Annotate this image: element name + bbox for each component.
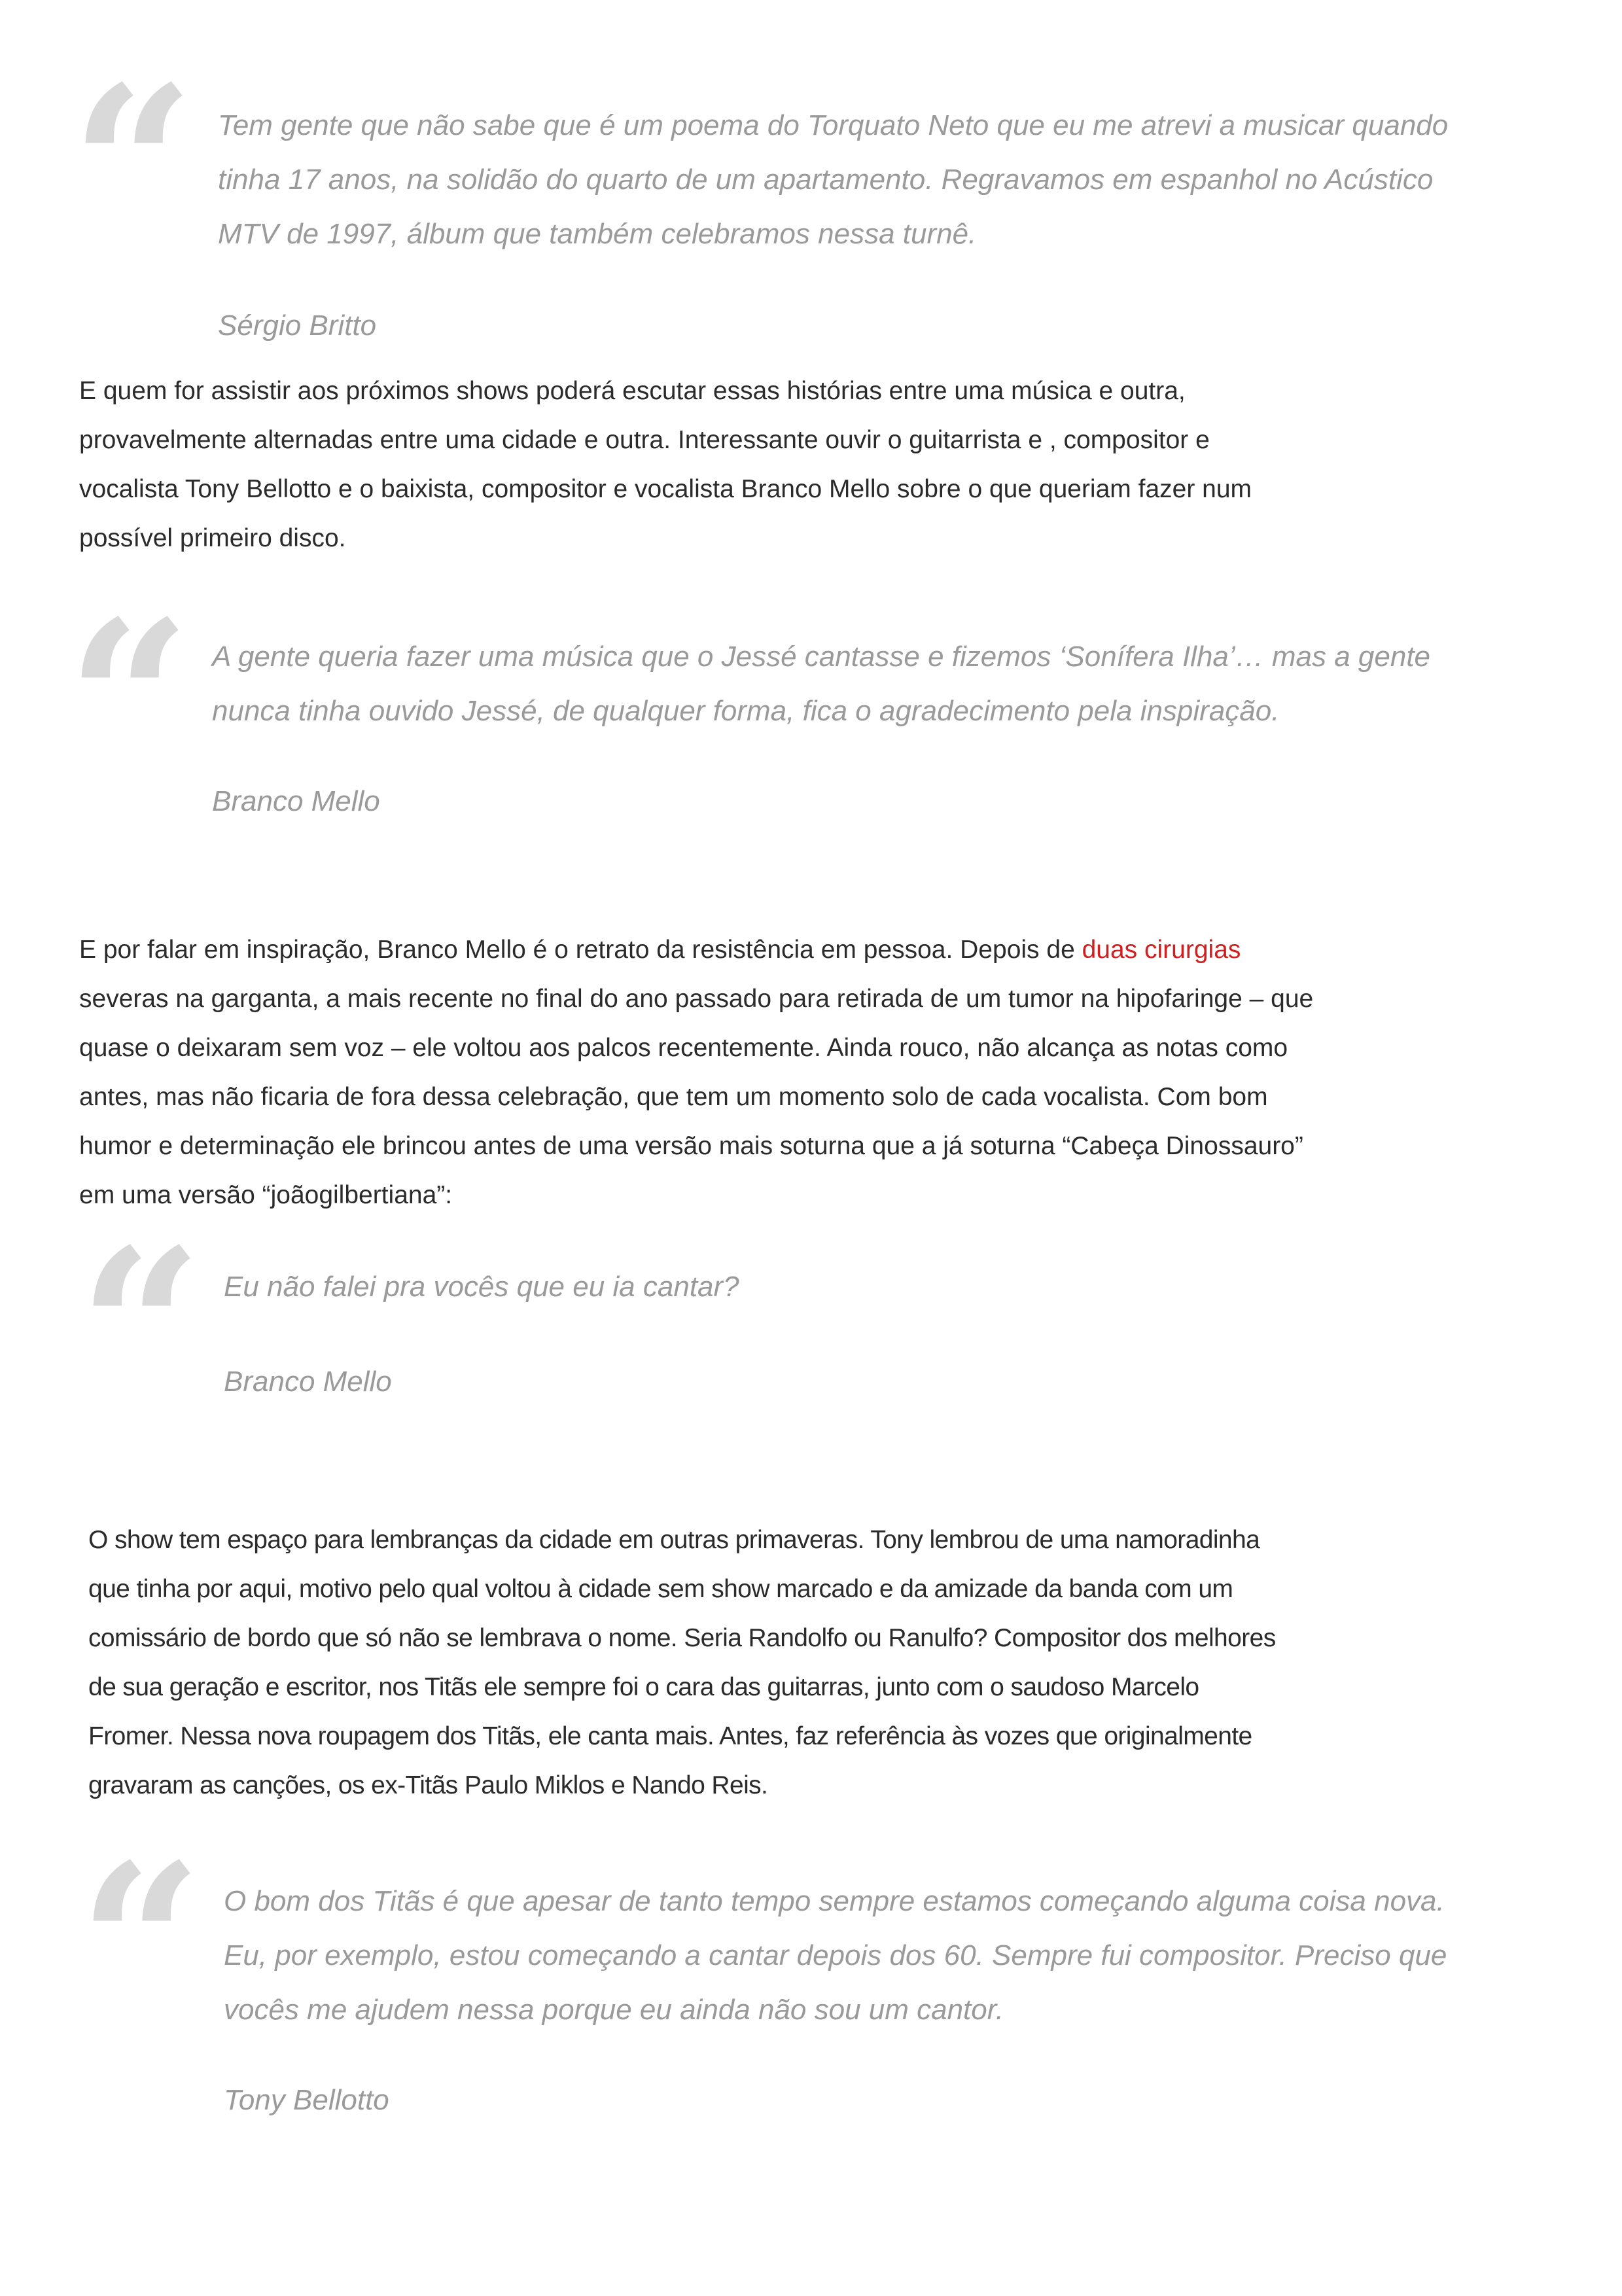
paragraph-line: antes, mas não ficaria de fora dessa celebração, que tem um momento solo de cada vocalista. Com bom (79, 1083, 1268, 1111)
quote-text (218, 98, 1448, 261)
quote-line: nunca tinha ouvido Jessé, de qualquer forma, fica o agradecimento pela inspiração. (212, 695, 1280, 727)
paragraph-line: provavelmente alternadas entre uma cidade e outra. Interessante ouvir o guitarrista e , compositor e (79, 426, 1210, 454)
body-paragraph-1 (79, 366, 1252, 563)
paragraph-line: vocalista Tony Bellotto e o baixista, compositor e vocalista Branco Mello sobre o que queriam fazer num (79, 475, 1252, 503)
paragraph-line: E quem for assistir aos próximos shows poderá escutar essas histórias entre uma música e outra, (79, 377, 1186, 405)
quote-line: O bom dos Titãs é que apesar de tanto tempo sempre estamos começando alguma coisa nova. (224, 1885, 1445, 1917)
quote-text (224, 1874, 1447, 2037)
quote-mark-icon: “ (71, 39, 195, 292)
quote-text (224, 1260, 739, 1314)
quote-line: Eu não falei pra vocês que eu ia cantar? (224, 1271, 739, 1303)
paragraph-line: que tinha por aqui, motivo pelo qual voltou à cidade sem show marcado e da amizade da banda com um (88, 1575, 1233, 1603)
quote-author: Branco Mello (212, 785, 380, 817)
paragraph-line: de sua geração e escritor, nos Titãs ele sempre foi o cara das guitarras, junto com o saudoso Marcelo (88, 1673, 1199, 1701)
quote-mark-icon: “ (67, 573, 191, 827)
body-paragraph-3 (88, 1515, 1276, 1810)
quote-author: Sérgio Britto (218, 309, 377, 342)
quote-line: A gente queria fazer uma música que o Jessé cantasse e fizemos ‘Sonífera Ilha’… mas a gente (212, 641, 1431, 673)
paragraph-line: possível primeiro disco. (79, 524, 346, 552)
quote-mark-icon: “ (79, 1816, 203, 2070)
quote-mark-icon: “ (79, 1201, 203, 1455)
quote-author: Branco Mello (224, 1366, 392, 1398)
quote-line: tinha 17 anos, na solidão do quarto de um apartamento. Regravamos em espanhol no Acústico (218, 164, 1434, 196)
paragraph-line: comissário de bordo que só não se lembrava o nome. Seria Randolfo ou Ranulfo? Compositor dos melhores (88, 1624, 1276, 1652)
paragraph-line: E por falar em inspiração, Branco Mello é o retrato da resistência em pessoa. Depois de (79, 936, 1082, 964)
paragraph-line: gravaram as canções, os ex-Titãs Paulo Miklos e Nando Reis. (88, 1771, 768, 1799)
quote-text (212, 629, 1430, 738)
paragraph-line: em uma versão “joãogilbertiana”: (79, 1181, 453, 1209)
quote-line: Tem gente que não sabe que é um poema do Torquato Neto que eu me atrevi a musicar quando (218, 109, 1449, 141)
paragraph-line: quase o deixaram sem voz – ele voltou aos palcos recentemente. Ainda rouco, não alcança as notas como (79, 1034, 1288, 1062)
quote-line: vocês me ajudem nessa porque eu ainda não sou um cantor. (224, 1994, 1004, 2026)
quote-author: Tony Bellotto (224, 2084, 389, 2116)
paragraph-line: Fromer. Nessa nova roupagem dos Titãs, ele canta mais. Antes, faz referência às vozes que originalmente (88, 1722, 1252, 1750)
quote-line: Eu, por exemplo, estou começando a cantar depois dos 60. Sempre fui compositor. Preciso que (224, 1939, 1447, 1971)
paragraph-line: O show tem espaço para lembranças da cidade em outras primaveras. Tony lembrou de uma namoradinha (88, 1526, 1260, 1554)
quote-line: MTV de 1997, álbum que também celebramos nessa turnê. (218, 218, 977, 250)
paragraph-line: humor e determinação ele brincou antes de uma versão mais soturna que a já soturna “Cabeça Dinossauro” (79, 1132, 1303, 1160)
paragraph-line: severas na garganta, a mais recente no final do ano passado para retirada de um tumor na hipofaringe – que (79, 985, 1314, 1013)
body-paragraph-2 (79, 925, 1313, 1220)
surgeries-link[interactable]: duas cirurgias (1082, 936, 1241, 964)
